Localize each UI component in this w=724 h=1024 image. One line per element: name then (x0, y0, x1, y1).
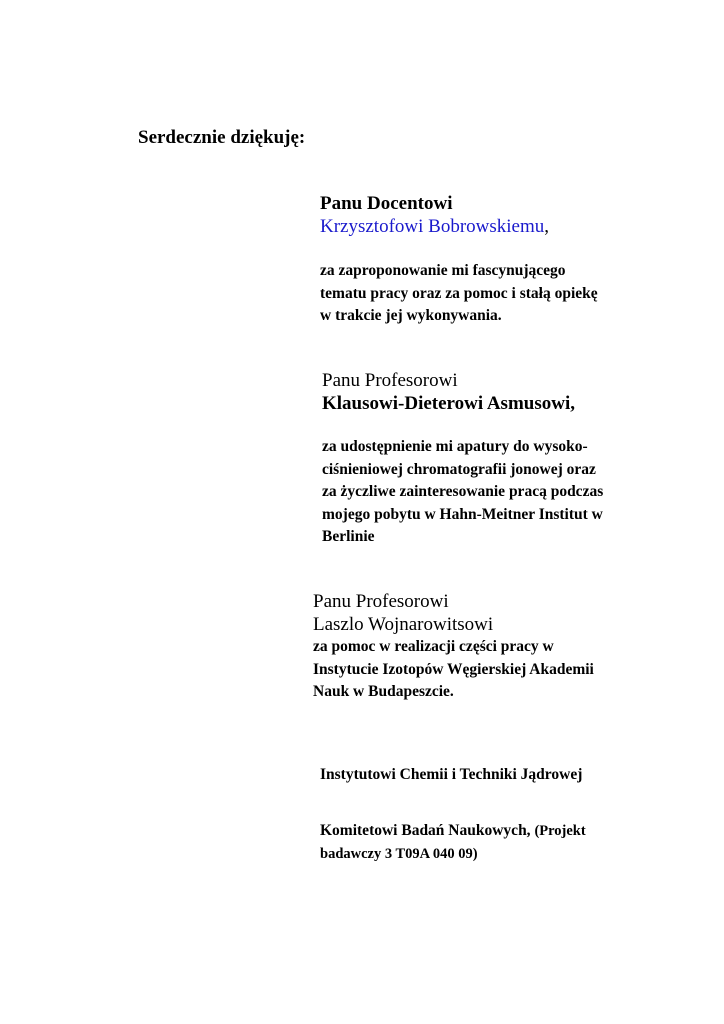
ack-description (320, 260, 598, 328)
ack-name: Krzysztofowi Bobrowskiemu (320, 216, 545, 237)
ack-description-line: tematu pracy oraz za pomoc i stałą opiekę (320, 284, 598, 302)
ack-name-suffix: , (544, 216, 550, 237)
ack-committee-project: (Projekt (534, 823, 586, 839)
ack-description (322, 436, 603, 549)
ack-description-line: Instytucie Izotopów Węgierskiej Akademii (313, 660, 594, 678)
ack-description-line: w trakcie jej wykonywania. (320, 307, 502, 324)
ack-name-line (320, 215, 549, 238)
ack-committee-line (320, 820, 586, 843)
ack-committee-grant: badawczy 3 T09A 040 09) (320, 845, 478, 862)
ack-description-line: za zaproponowanie mi fascynującego (320, 262, 566, 279)
ack-description-line: ciśnieniowej chromatografii jonowej oraz (322, 460, 596, 478)
ack-professor-wojnarowits (313, 590, 594, 704)
ack-name: Klausowi-Dieterowi Asmusowi, (322, 393, 575, 414)
ack-committee-name: Komitetowi Badań Naukowych, (320, 822, 531, 839)
page-heading: Serdecznie dziękuję: (138, 127, 306, 148)
ack-description-line: Berlinie (322, 528, 375, 545)
ack-title: Panu Profesorowi (313, 591, 449, 612)
ack-name: Laszlo Wojnarowitsowi (313, 614, 494, 635)
ack-description-line: Nauk w Budapeszcie. (313, 683, 454, 700)
ack-description-line: za życzliwe zainteresowanie pracą podczas (322, 483, 604, 500)
ack-title: Panu Profesorowi (322, 370, 458, 391)
ack-description-line: za udostępnienie mi apatury do wysoko- (322, 438, 588, 455)
ack-institute: Instytutowi Chemii i Techniki Jądrowej (320, 766, 583, 783)
ack-description-line: za pomoc w realizacji części pracy w (313, 638, 554, 655)
ack-description-line: mojego pobytu w Hahn-Meitner Institut w (322, 505, 603, 523)
ack-description (313, 636, 594, 704)
ack-title: Panu Docentowi (320, 193, 453, 214)
ack-committee (320, 820, 586, 865)
ack-professor-asmus (322, 369, 575, 415)
ack-docent-bobrowski (320, 192, 549, 238)
